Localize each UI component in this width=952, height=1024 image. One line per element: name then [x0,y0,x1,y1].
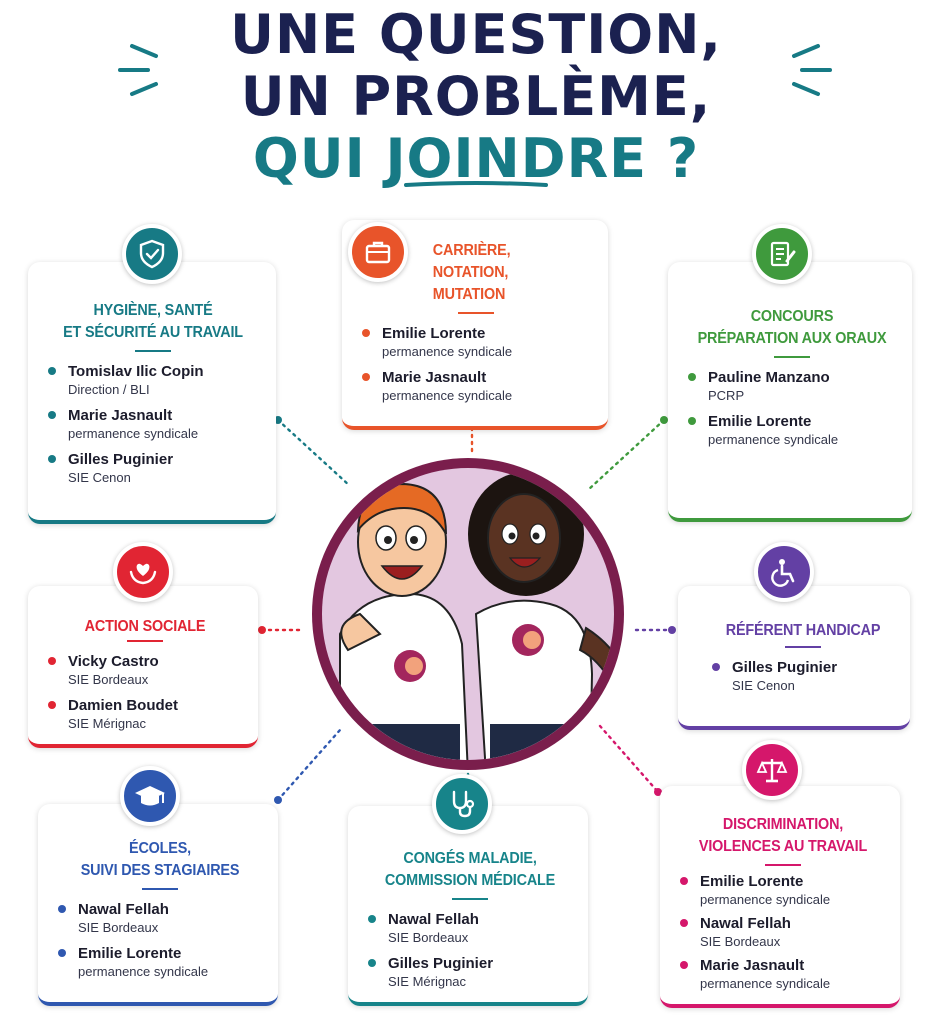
contact-name: Pauline Manzano [708,369,830,386]
bullet [58,949,66,957]
bullet [362,329,370,337]
card-title-line-2: NOTATION, MUTATION [432,264,509,303]
bullet [680,919,688,927]
bullet [48,701,56,709]
contact-role: permanence syndicale [700,892,831,907]
contact-item [44,652,246,688]
title-line-3: QUI JOINDRE ? [252,127,700,190]
bullet [368,959,376,967]
contact-name: Gilles Puginier [732,659,838,676]
contact-item [364,910,576,946]
contact-name: Damien Boudet [68,697,179,714]
card-title-line-2: VIOLENCES AU TRAVAIL [698,838,868,855]
bullet [688,417,696,425]
contact-item [684,368,900,404]
bullet [680,877,688,885]
contact-name: Emilie Lorente [700,873,804,890]
card-title [370,240,582,306]
contact-item [676,914,890,950]
contact-item [44,362,262,398]
card-title-line-2: SUIVI DES STAGIAIRES [80,862,240,879]
card-action-sociale [28,586,258,748]
contact-name: Nawal Fellah [78,901,169,918]
contact-item [358,324,594,360]
card-ecoles-suivi-stagiaires [38,804,278,1006]
contact-role: permanence syndicale [700,976,831,991]
card-hygiene-sante-securite [28,262,276,524]
card-title-line-1: CARRIÈRE, [432,242,511,259]
contact-role: permanence syndicale [382,344,513,359]
shield-check-icon [122,224,182,284]
card-title-line-1: CONCOURS [750,308,834,325]
contact-name: Marie Jasnault [68,407,173,424]
contact-name: Vicky Castro [68,653,159,670]
contact-role: permanence syndicale [78,964,209,979]
contact-name: Emilie Lorente [382,325,486,342]
card-title-line-1: ÉCOLES, [129,840,191,857]
contact-name: Emilie Lorente [708,413,812,430]
card-title [54,616,236,638]
card-divider [765,864,801,866]
card-title-line-2: ET SÉCURITÉ AU TRAVAIL [63,324,243,341]
card-title-line-1: RÉFÉRENT HANDICAP [725,622,881,639]
bullet [368,915,376,923]
contact-role: SIE Bordeaux [700,934,781,949]
contact-item [44,406,262,442]
contact-role: permanence syndicale [708,432,839,447]
bullet [48,455,56,463]
card-divider [785,646,821,648]
contact-item [676,872,890,908]
contact-name: Emilie Lorente [78,945,182,962]
contact-name: Gilles Puginier [68,451,174,468]
card-divider [452,898,488,900]
card-title [695,306,889,350]
card-title-line-2: PRÉPARATION AUX ORAUX [697,330,887,347]
bullet [48,411,56,419]
card-title [375,848,566,892]
card-divider [458,312,494,314]
contact-role: SIE Mérignac [388,974,467,989]
document-pen-icon [752,224,812,284]
card-title-line-1: HYGIÈNE, SANTÉ [93,302,213,319]
card-title-line-1: CONGÉS MALADIE, [403,850,537,867]
contact-role: SIE Bordeaux [78,920,159,935]
contact-role: Direction / BLI [68,382,150,397]
bullet [680,961,688,969]
card-conges-maladie-commission-medicale [348,806,588,1006]
card-discrimination-violences [660,786,900,1008]
card-title-line-1: ACTION SOCIALE [84,618,206,635]
card-divider [135,350,171,352]
bullet [48,657,56,665]
contact-role: SIE Cenon [68,470,131,485]
contact-name: Marie Jasnault [382,369,487,386]
card-title [687,814,880,858]
title-line-2: UN PROBLÈME, [240,65,712,128]
contact-item [44,696,246,732]
contact-role: permanence syndicale [68,426,199,441]
contact-name: Nawal Fellah [388,911,479,928]
card-divider [774,356,810,358]
graduation-cap-icon [120,766,180,826]
contact-item [708,658,898,694]
contact-name: Tomislav Ilic Copin [68,363,204,380]
bullet [688,373,696,381]
contact-item [676,956,890,992]
card-divider [142,888,178,890]
contact-item [684,412,900,448]
central-characters-illustration [300,454,636,774]
heart-hands-icon [113,542,173,602]
card-title-line-2: COMMISSION MÉDICALE [384,872,556,889]
contact-item [44,450,262,486]
bullet [58,905,66,913]
card-divider [127,640,163,642]
contact-role: SIE Cenon [732,678,795,693]
card-title [55,300,251,344]
card-referent-handicap [678,586,910,730]
contact-role: SIE Bordeaux [68,672,149,687]
stethoscope-icon [432,774,492,834]
contact-role: permanence syndicale [382,388,513,403]
bullet [712,663,720,671]
contact-item [54,900,266,936]
contact-role: SIE Bordeaux [388,930,469,945]
contact-role: SIE Mérignac [68,716,147,731]
bullet [48,367,56,375]
card-title [718,620,889,642]
wheelchair-icon [754,542,814,602]
contact-item [358,368,594,404]
contact-name: Gilles Puginier [388,955,494,972]
card-concours-preparation-oraux [668,262,912,522]
contact-name: Marie Jasnault [700,957,805,974]
card-carriere-notation-mutation [342,220,608,430]
contact-item [364,954,576,990]
card-title [65,838,256,882]
scales-icon [742,740,802,800]
title-line-1: UNE QUESTION, [230,3,722,66]
bullet [362,373,370,381]
card-title-line-1: DISCRIMINATION, [722,816,844,833]
contact-role: PCRP [708,388,745,403]
contact-item [54,944,266,980]
contact-name: Nawal Fellah [700,915,791,932]
